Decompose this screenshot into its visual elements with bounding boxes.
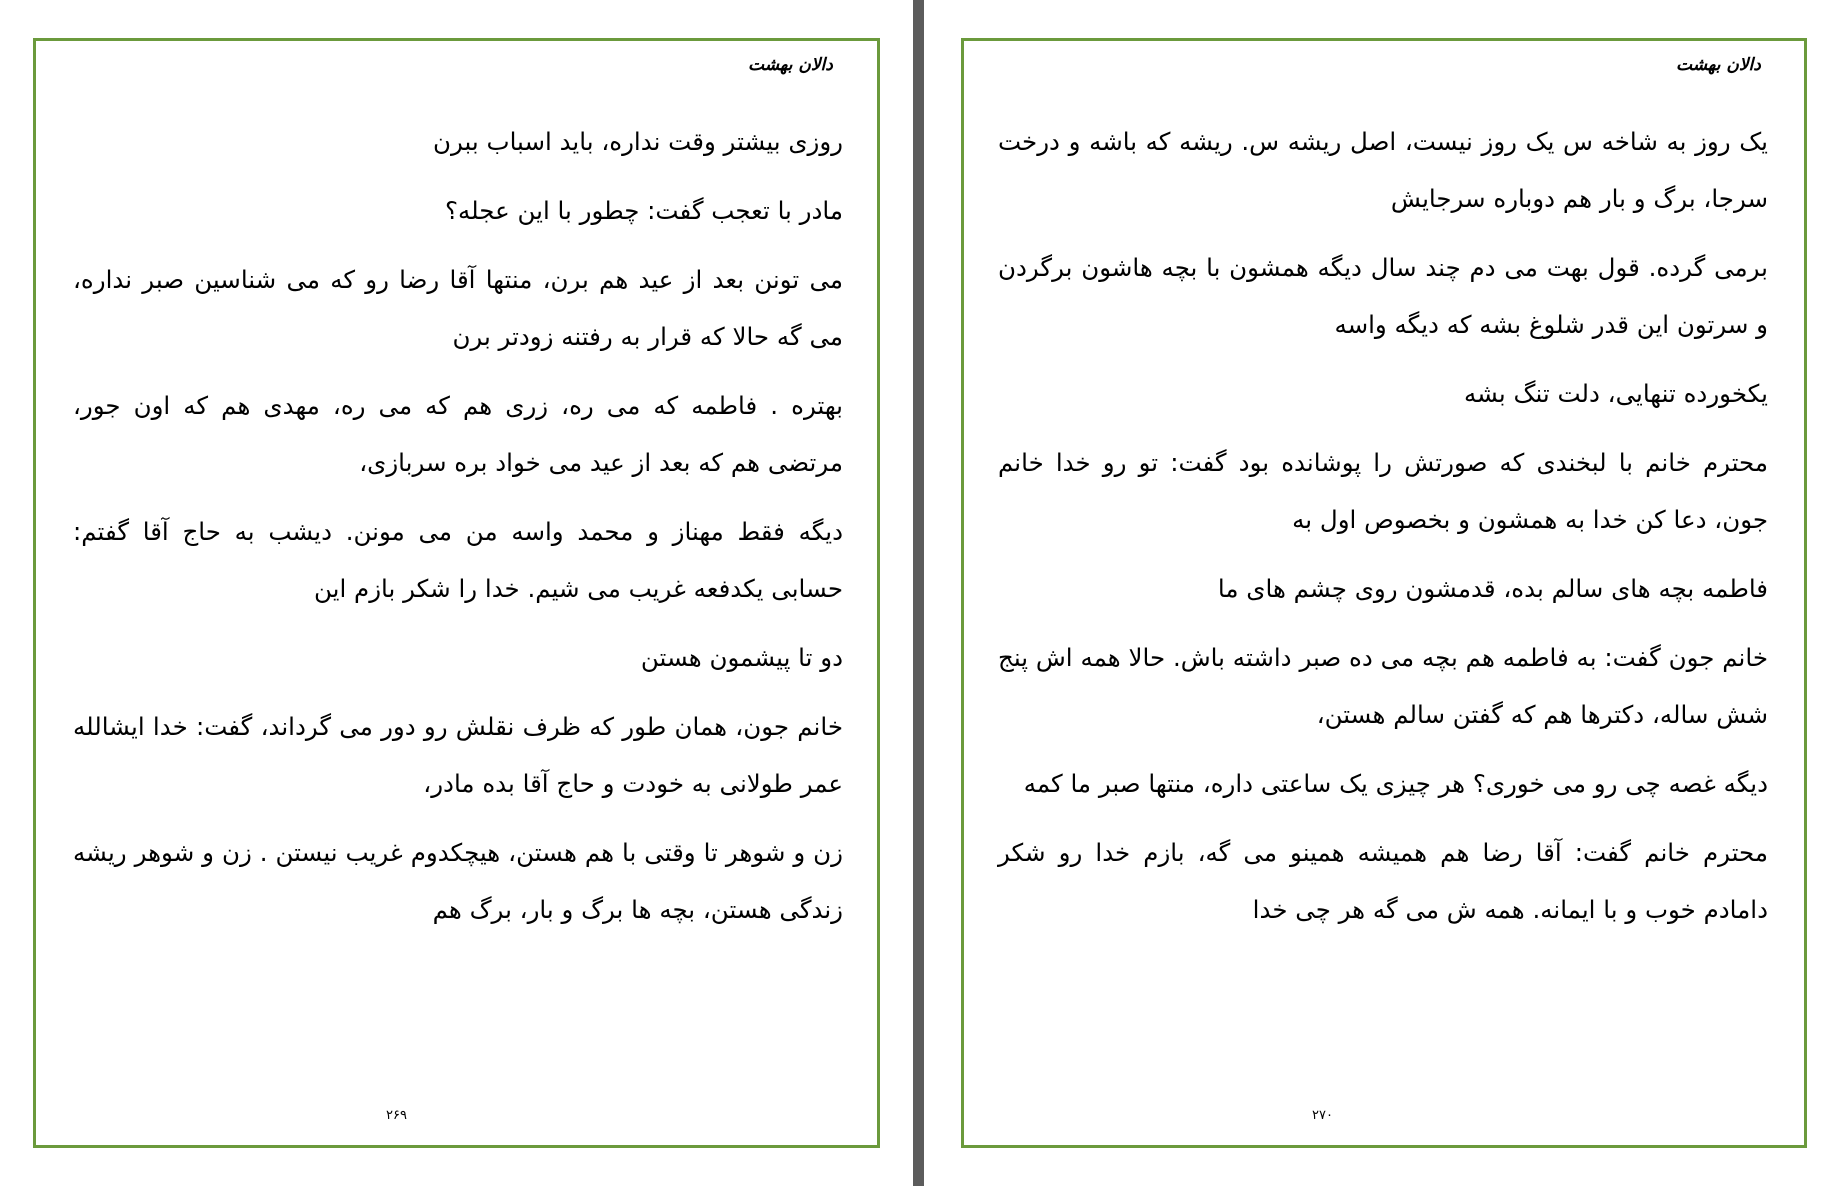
page-header: دالان بهشت bbox=[748, 55, 833, 75]
page-number: ۲۶۹ bbox=[386, 1108, 407, 1123]
page-body bbox=[73, 113, 843, 950]
paragraph: دیگه فقط مهناز و محمد واسه من می مونن. دیشب به حاج آقا گفتم: حسابی یکدفعه غریب می شیم. خدا را شکر بازم این bbox=[73, 517, 843, 603]
page-269 bbox=[33, 38, 880, 1148]
page-number: ۲۷۰ bbox=[1312, 1108, 1333, 1123]
paragraph: روزی بیشتر وقت نداره، باید اسباب ببرن bbox=[433, 127, 843, 156]
paragraph: خانم جون گفت: به فاطمه هم بچه می ده صبر داشته باش. حالا همه اش پنج شش ساله، دکترها هم که گفتن سالم هستن، bbox=[998, 643, 1768, 729]
paragraph: فاطمه بچه های سالم بده، قدمشون روی چشم های ما bbox=[1217, 574, 1768, 603]
paragraph: خانم جون، همان طور که ظرف نقلش رو دور می گرداند، گفت: خدا ایشالله عمر طولانی به خودت و حاج آقا بده مادر، bbox=[73, 712, 843, 798]
page-divider bbox=[913, 0, 924, 1186]
paragraph: دو تا پیشمون هستن bbox=[640, 643, 843, 672]
page-270 bbox=[961, 38, 1807, 1148]
paragraph: برمی گرده. قول بهت می دم چند سال دیگه همشون با بچه هاشون برگردن و سرتون این قدر شلوغ بشه که دیگه واسه bbox=[998, 253, 1768, 339]
paragraph: می تونن بعد از عید هم برن، منتها آقا رضا رو که می شناسین صبر نداره، می گه حالا که قرار به رفتنه زودتر برن bbox=[73, 265, 843, 351]
paragraph: مادر با تعجب گفت: چطور با این عجله؟ bbox=[445, 196, 843, 225]
paragraph: دیگه غصه چی رو می خوری؟ هر چیزی یک ساعتی داره، منتها صبر ما کمه bbox=[1023, 769, 1768, 798]
paragraph: یکخورده تنهایی، دلت تنگ بشه bbox=[1463, 379, 1768, 408]
paragraph: محترم خانم گفت: آقا رضا هم همیشه همینو می گه، بازم خدا رو شکر دامادم خوب و با ایمانه. همه ش می گه هر چی خدا bbox=[998, 838, 1768, 924]
paragraph: بهتره . فاطمه که می ره، زری هم که می ره، مهدی هم که اون جور، مرتضی هم که بعد از عید می خواد بره سربازی، bbox=[73, 391, 843, 477]
page-header: دالان بهشت bbox=[1676, 55, 1761, 75]
paragraph: زن و شوهر تا وقتی با هم هستن، هیچکدوم غریب نیستن . زن و شوهر ریشه زندگی هستن، بچه ها برگ و بار، برگ هم bbox=[73, 838, 843, 924]
page-body bbox=[998, 113, 1768, 950]
paragraph: یک روز به شاخه س یک روز نیست، اصل ریشه س. ریشه که باشه و درخت سرجا، برگ و بار هم دوباره سرجایش bbox=[998, 127, 1768, 213]
paragraph: محترم خانم با لبخندی که صورتش را پوشانده بود گفت: تو رو خدا خانم جون، دعا کن خدا به همشون و بخصوص اول به bbox=[998, 448, 1768, 534]
